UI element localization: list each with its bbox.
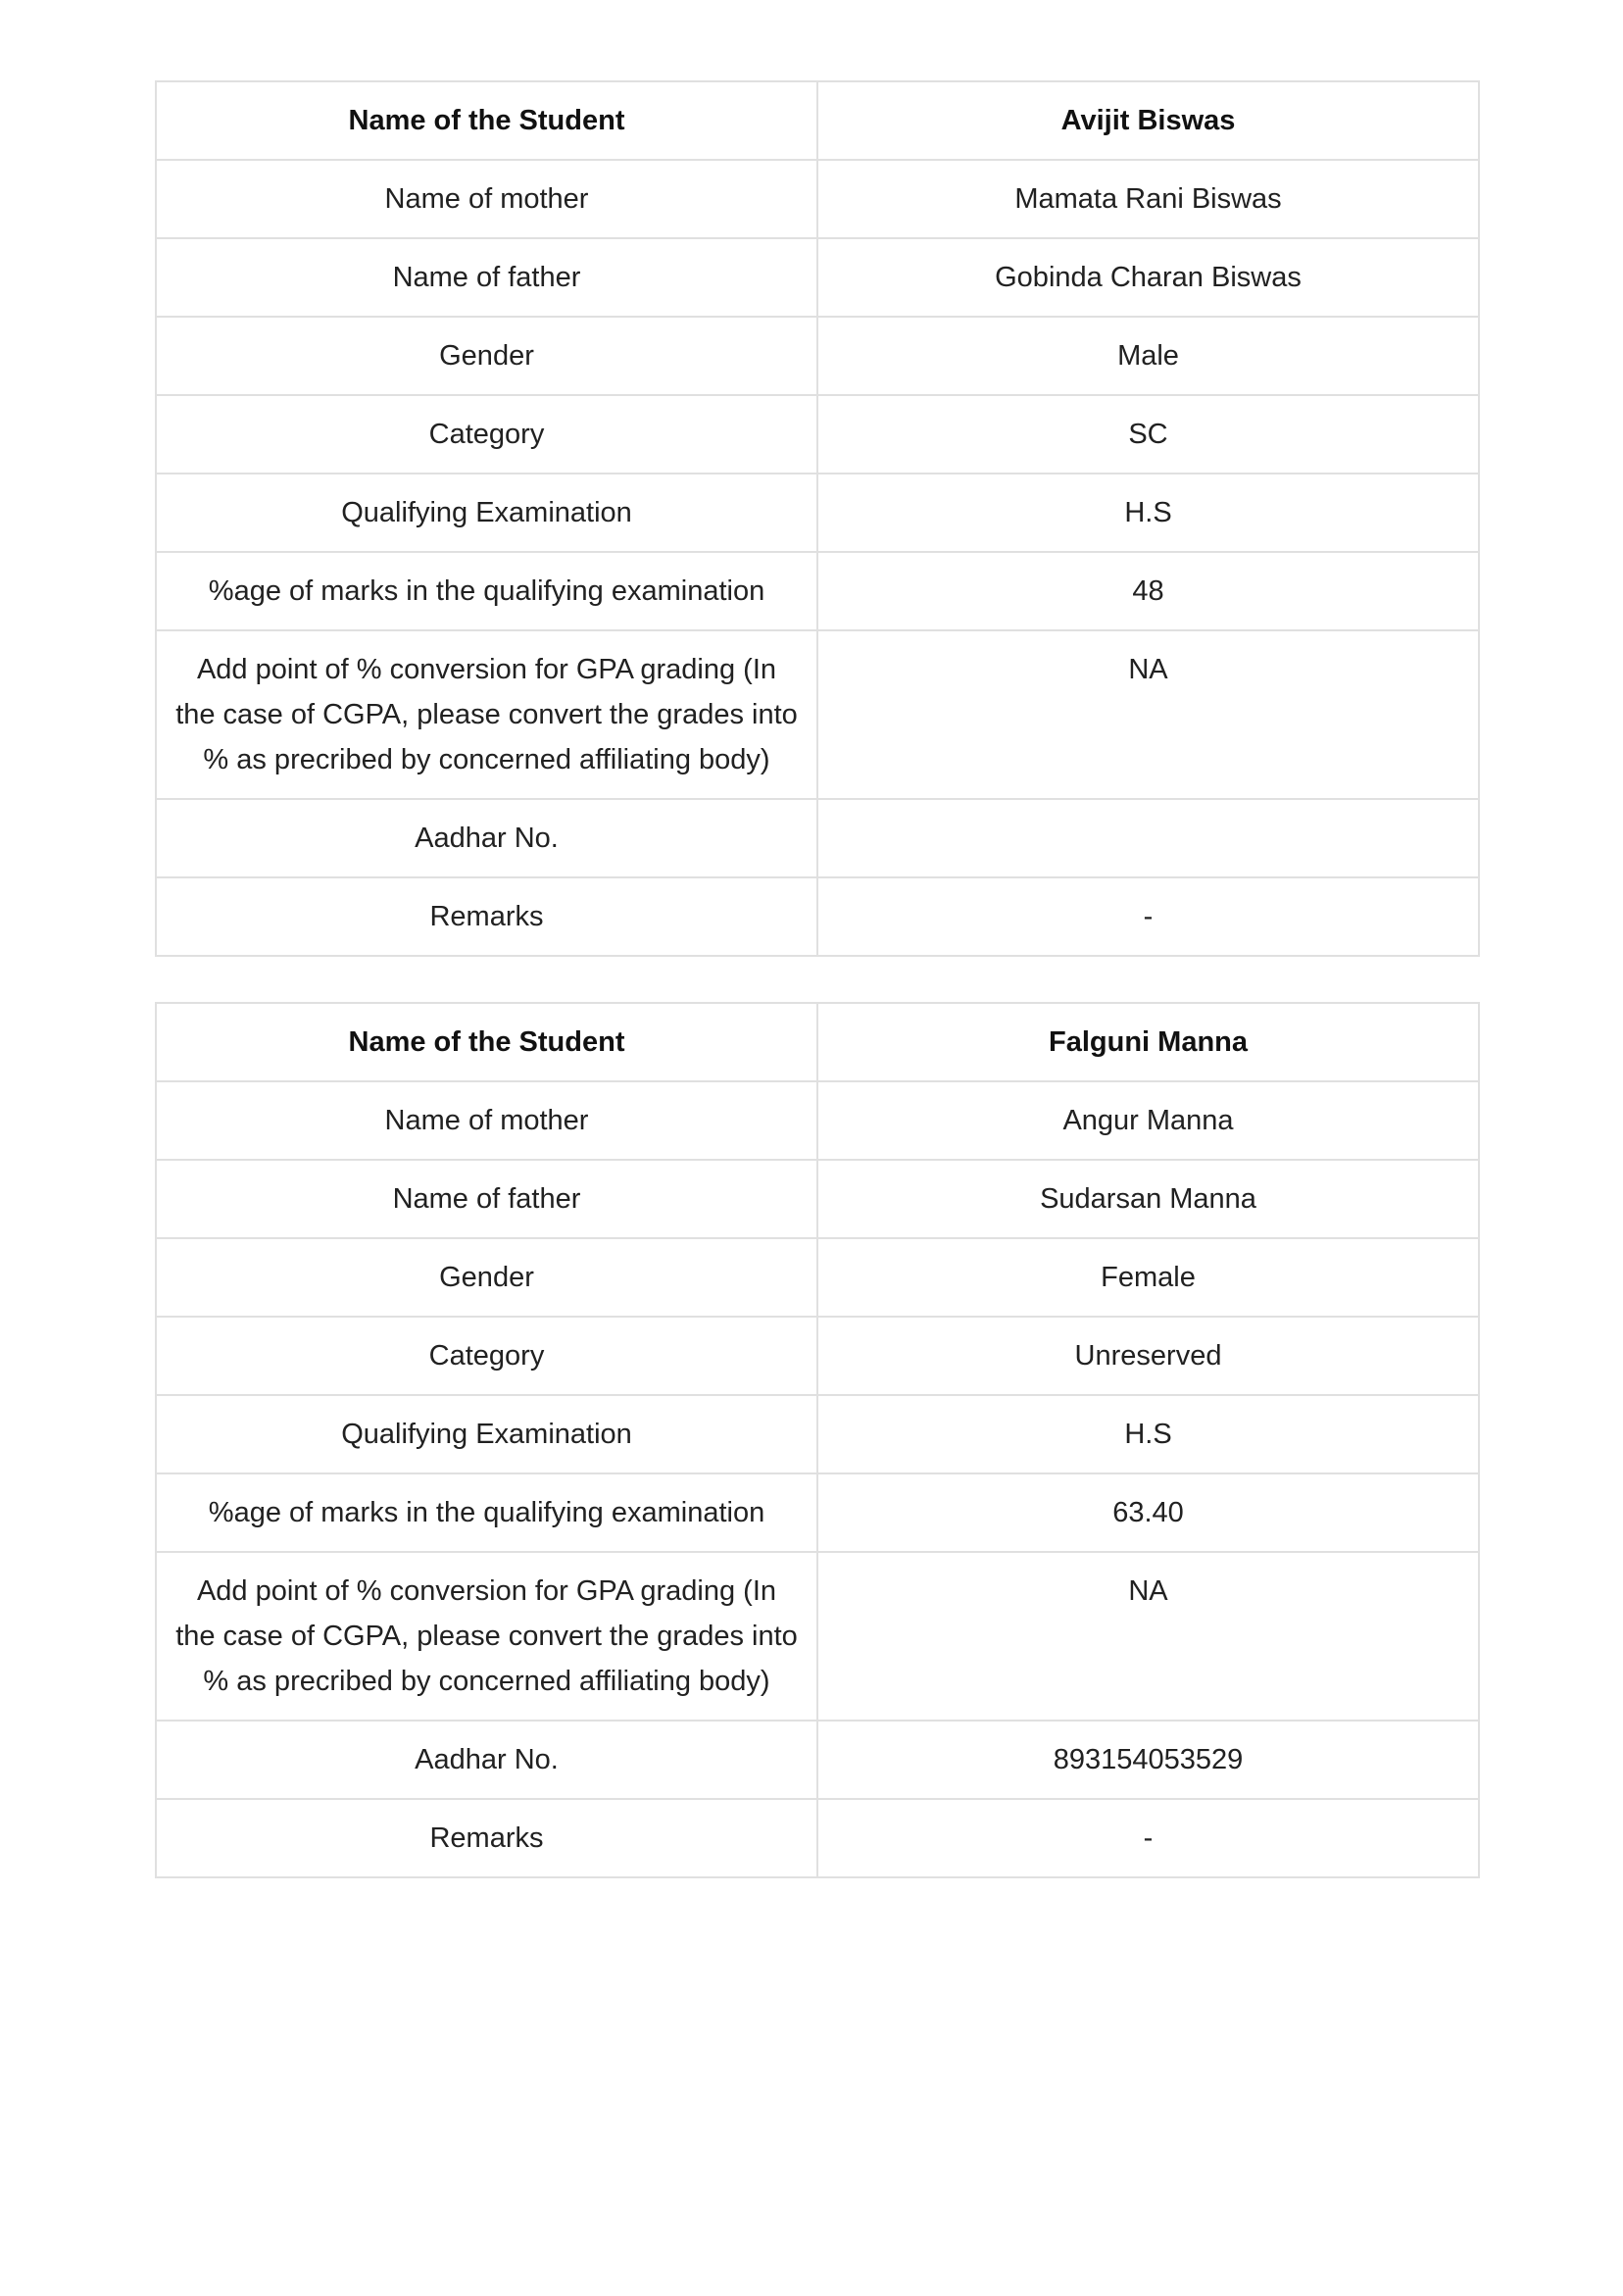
table-row-gpa-conversion bbox=[156, 1552, 1479, 1721]
field-value-qualifying-exam: H.S bbox=[817, 1395, 1479, 1473]
field-value-category: SC bbox=[817, 395, 1479, 474]
field-value-mother-name: Angur Manna bbox=[817, 1081, 1479, 1160]
field-label-qualifying-exam: Qualifying Examination bbox=[156, 1395, 817, 1473]
field-label-father-name: Name of father bbox=[156, 1160, 817, 1238]
field-value-qualifying-exam: H.S bbox=[817, 474, 1479, 552]
field-label-category: Category bbox=[156, 1317, 817, 1395]
field-value-father-name: Gobinda Charan Biswas bbox=[817, 238, 1479, 317]
field-value-gpa-conversion: NA bbox=[817, 1552, 1479, 1721]
student-record-table-2 bbox=[155, 1002, 1480, 1878]
table-row-mother-name bbox=[156, 160, 1479, 238]
table-row-qualifying-exam bbox=[156, 1395, 1479, 1473]
field-label-marks-percentage: %age of marks in the qualifying examination bbox=[156, 552, 817, 630]
field-value-student-name: Avijit Biswas bbox=[817, 81, 1479, 160]
field-value-gender: Male bbox=[817, 317, 1479, 395]
field-value-mother-name: Mamata Rani Biswas bbox=[817, 160, 1479, 238]
field-value-aadhar bbox=[817, 799, 1479, 877]
field-value-father-name: Sudarsan Manna bbox=[817, 1160, 1479, 1238]
student-record-table-1 bbox=[155, 80, 1480, 957]
field-value-aadhar: 893154053529 bbox=[817, 1721, 1479, 1799]
field-label-student-name: Name of the Student bbox=[156, 1003, 817, 1081]
table-row-aadhar bbox=[156, 799, 1479, 877]
field-value-category: Unreserved bbox=[817, 1317, 1479, 1395]
field-value-student-name: Falguni Manna bbox=[817, 1003, 1479, 1081]
field-label-student-name: Name of the Student bbox=[156, 81, 817, 160]
field-label-mother-name: Name of mother bbox=[156, 160, 817, 238]
table-row-qualifying-exam bbox=[156, 474, 1479, 552]
field-value-gpa-conversion: NA bbox=[817, 630, 1479, 799]
table-row-remarks bbox=[156, 1799, 1479, 1877]
field-label-aadhar: Aadhar No. bbox=[156, 799, 817, 877]
table-row-father-name bbox=[156, 1160, 1479, 1238]
table-row-remarks bbox=[156, 877, 1479, 956]
field-value-remarks: - bbox=[817, 877, 1479, 956]
table-row-student-name bbox=[156, 1003, 1479, 1081]
table-row-marks-percentage bbox=[156, 552, 1479, 630]
table-row-father-name bbox=[156, 238, 1479, 317]
field-label-aadhar: Aadhar No. bbox=[156, 1721, 817, 1799]
table-row-category bbox=[156, 395, 1479, 474]
table-row-category bbox=[156, 1317, 1479, 1395]
field-label-mother-name: Name of mother bbox=[156, 1081, 817, 1160]
field-value-gender: Female bbox=[817, 1238, 1479, 1317]
field-label-remarks: Remarks bbox=[156, 877, 817, 956]
table-row-gender bbox=[156, 1238, 1479, 1317]
field-label-gender: Gender bbox=[156, 317, 817, 395]
page-content bbox=[155, 80, 1480, 1923]
field-label-qualifying-exam: Qualifying Examination bbox=[156, 474, 817, 552]
table-row-gender bbox=[156, 317, 1479, 395]
table-row-marks-percentage bbox=[156, 1473, 1479, 1552]
field-label-gender: Gender bbox=[156, 1238, 817, 1317]
field-label-category: Category bbox=[156, 395, 817, 474]
field-label-gpa-conversion: Add point of % conversion for GPA grading (In the case of CGPA, please convert the grades into % as precribed by concerned affiliating body) bbox=[156, 630, 817, 799]
table-row-aadhar bbox=[156, 1721, 1479, 1799]
table-row-gpa-conversion bbox=[156, 630, 1479, 799]
table-row-student-name bbox=[156, 81, 1479, 160]
field-label-remarks: Remarks bbox=[156, 1799, 817, 1877]
field-label-marks-percentage: %age of marks in the qualifying examination bbox=[156, 1473, 817, 1552]
field-label-father-name: Name of father bbox=[156, 238, 817, 317]
field-value-marks-percentage: 63.40 bbox=[817, 1473, 1479, 1552]
field-value-marks-percentage: 48 bbox=[817, 552, 1479, 630]
field-label-gpa-conversion: Add point of % conversion for GPA grading (In the case of CGPA, please convert the grades into % as precribed by concerned affiliating body) bbox=[156, 1552, 817, 1721]
table-row-mother-name bbox=[156, 1081, 1479, 1160]
field-value-remarks: - bbox=[817, 1799, 1479, 1877]
